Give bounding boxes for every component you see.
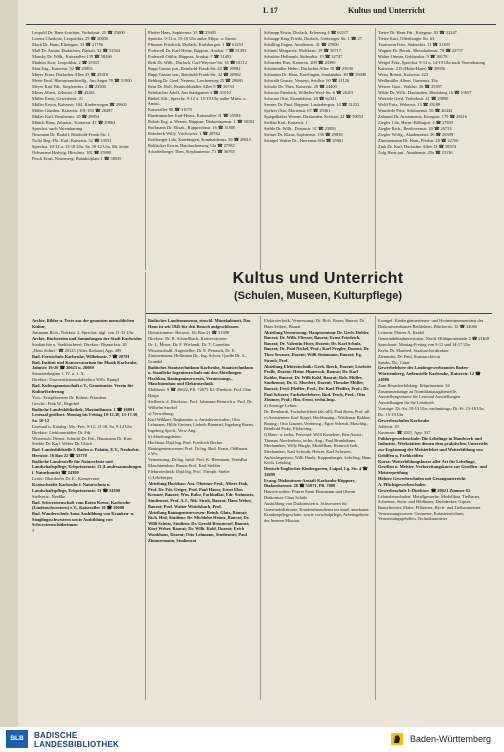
directory-entry: Vermessung: Dr.Ing. habil. Prof. K. Herrmann, VermRat — [148, 457, 247, 463]
blb-line1: BADISCHE — [34, 731, 78, 740]
section-heading — [148, 270, 488, 308]
directory-entry: Gewerbeschule I: Direktor: ☎ 20621 Zimmer 63 — [378, 487, 471, 493]
directory-entry: Krebs Dr. Manfred, Staatsarchivdirektor — [378, 347, 449, 353]
directory-entry: Sprechst. 10-12 u. 15-18 Uhr, Sa. 10-12 Uhr, Mi. keine — [32, 143, 129, 149]
directory-entry: Spiegelhalter Werner, Daxlanden, Kreisstr. 22 ☎ 59053 — [264, 113, 364, 119]
directory-entry: Ziegler Rich., Beethovenstr. 20 ☎ 26733 — [378, 125, 452, 131]
directory-entry: Spelzer Otto, Marienstr. 67 ☎ 29361 — [264, 107, 331, 113]
directory-entry: Ammann Rich., Nokkstr. 2, Sprechst. tägl. von 11-13 Uhr — [32, 329, 134, 335]
bw-lion-icon — [390, 732, 404, 746]
directory-entry: 3 — [32, 528, 35, 534]
directory-entry: Kaiserallee 90 ☎ 31070 — [148, 107, 192, 113]
directory-entry: Ziegler Wolfg., Akademiestr. 26 ☎ 26509 — [378, 131, 454, 137]
blb-name[interactable] — [34, 731, 119, 749]
section-subtitle: (Schulen, Museen, Kulturpflege) — [233, 290, 403, 302]
column-divider — [260, 28, 261, 270]
directory-page — [18, 0, 504, 727]
directory-entry: Schaupp Erwin, Durlach, Erlenweg 4 ☎ 62217 — [264, 30, 349, 35]
directory-entry: Zusammenhänge zu Normblattausgabestelle, Ausstellungsräume für Lesesaal Ausstellungen — [378, 388, 461, 400]
directory-entry: Ziemmler, Dr. Paul, Staatsarchivrat — [378, 353, 441, 359]
directory-entry: Tietze Dr. Hans Fdr., Kriegsstr. 83 ☎ 22247 — [378, 30, 457, 35]
blb-line2: LANDESBIBLIOTHEK — [34, 740, 119, 749]
directory-entry: e) Assistenten: Karl Siegel, Hochbauing.; Waldemar Bokbur, Bauing.; Otto Gauner, Vermessg.; Egon Scheidt, Maschbg.; Reinhold Fiske, Elektroing. — [264, 415, 371, 432]
directory-entry: Bad. Forstschule Karlsruhe, Wilhelmstr. 7 ☎ 20781 — [32, 353, 130, 359]
directory-entry: Weiss Robert, Kaiserstr. 223 — [378, 71, 429, 77]
directory-entry: Sennes Dr. Paul, Rüppurr, Lauterbergstr. 14 ☎ 31252 — [264, 101, 360, 107]
directory-entry: Kasinostr. ☎ 2021, App. 337 — [378, 429, 431, 435]
directory-entry: Schwarz Friedrich, Wilhelm-Weyl-Str. 6 ☎ 26201 — [264, 89, 354, 95]
directory-entry: Riebel Alfr., Sprechz. 9-12 u. 15-19 Uhr außer Mittw. u. Samst. — [148, 95, 247, 107]
directory-entry: Moltkestr. 9 ☎ 26622, Pfl. 72675 Kl.-Direktor: Prof. Otto Haupt — [148, 387, 252, 399]
directory-entry: Geschf.: Fink W., Regisbel — [32, 400, 80, 406]
directory-entry: Gewerbeschulen Karlsruhe — [378, 417, 430, 423]
directory-entry: Karl Wikkert, Regbamtm. u. Anstaltsverwalter; Otto Lehmann; Hilde Greiner, Liebeth Bummel, Ingeborg Baerts, Ingeborg Speck, Verw.Ang. — [148, 416, 255, 433]
directory-entry: Podewell Dr. Karl-Heinz, Rüppurr, Aradstr. 7 ☎ 31493 — [148, 47, 247, 53]
directory-entry: Walter Ottmar, Gebhardstr. 9 ☎ 30178 — [378, 53, 448, 59]
directory-entry: Mall Dr. Armin, Durlachen, Platzstr. 52 ☎ 52564 — [32, 47, 121, 53]
directory-entry: Gemeindebindnerseminar: Nördl. Hildapromenade 2 ☎ 21618 — [378, 335, 490, 341]
page-header — [18, 6, 504, 20]
directory-entry: Podewell Ottilie, Rüppurr, Aradstr. 7 ☎ 31493 — [148, 53, 232, 59]
directory-entry: Müller Karl, Beuthenstr. 10 ☎ 29854 — [32, 113, 100, 119]
directory-entry: Rein Dr. Rolf, Reinholdstädler Allee 9 ☎ 26733 — [148, 83, 235, 89]
directory-entry: Schwalb Gustav, Neureut, Seidlstr. 60 ☎ 41126 — [264, 77, 350, 83]
directory-entry: Archiv, Bilder u. Texte aus der gesamten menschlichen Kultur, — [32, 318, 135, 329]
directory-entry: Vorträge: Di.-Sa. 10-13 Uhr; nachmittags: Di.-Fr. 15-18 Uhr, Do. 15-19 Uhr — [378, 406, 485, 417]
directory-entry: Ausstellungen für die Lehrbuch — [378, 400, 434, 406]
directory-entry: Schaupp-Krug Frieda, Durlach, Grötzinger Str. 1 ☎ 27 — [264, 35, 362, 41]
directory-entry: Werner Gust., Waldstr. 26 ☎ 25387 — [378, 83, 442, 89]
directory-entry: Zolg Hans jun., Amalienstr. 25a ☎ 23136 — [378, 149, 453, 155]
directory-entry: Direktor: Lieblonnstädter Dr. Fdr. — [32, 429, 92, 435]
directory-entry: a) Verwaltung: — [148, 410, 174, 416]
directory-entry: Zum Besucherbildung: Erbprinzenstr. 32 — [378, 382, 450, 388]
directory-entry: Sparks, Dr., Cäsar — [378, 359, 410, 365]
top-column-2 — [148, 30, 256, 270]
column-divider — [260, 316, 261, 700]
directory-entry: Tietze Kurt, Offenburger Str. 63 — [378, 35, 435, 41]
directory-entry: Wolff Fritz, Weberstr. 13 ☎ 28188 — [378, 101, 441, 107]
column-divider — [145, 28, 146, 270]
directory-entry: Bad. Schwesternschaft vom Roten Kreuz, Karlsruhe (Lindenschwestern) e.V., Kaiserallee 10 ☎ 20600 — [32, 499, 131, 511]
directory-entry: Wagner Dr. Bernh., Rheinhafenstr. 78 ☎ 22757 — [378, 47, 463, 53]
directory-entry: Badisches Landesmuseum, einschl. Münzkabinett, Das Haus ist seit 1945 für den Besuch aufgeschlossen — [148, 318, 251, 329]
directory-entry: Bad. Wanderschule Anna Ausbildung von Kranken- u. Säuglingsschwestern sowie Ausbildung von Schwesternschülerinnen — [32, 511, 135, 528]
directory-entry: Wissensch. Dienst: Schmitt Dr. Fdr., Hausmann Dr. Kurt, Strehle Dr. Karl, Weber Dr. Ulrich — [32, 435, 133, 447]
directory-entry: Fühkergewerbeschule: Die Lehrlinge in Handwerk und Industrie, Werkstätten dienen dem praktischen Unterricht zur Ergänzung der Meisterlehre und Weiterbildung von Gehilfen u. Fachkräften — [378, 435, 488, 458]
lower-column-3 — [264, 318, 372, 698]
directory-entry: Schwarz Otto, Eisenlohrstr. 26 ☎ 62341 — [264, 95, 337, 101]
directory-entry: Wunderle Fritz, Schützenstr. 56 ☎ 26443 — [378, 107, 453, 113]
directory-entry: Neumann Dr. Rudolf, Reinhold-Frank-Str. 1 — [32, 131, 110, 137]
directory-entry: Stadtarchiv u. Stadtbücherei, Direktor: Bismarkstr. 26 — [32, 341, 127, 347]
directory-entry: Ziegler Lilo, Herm.-Billingstr. 4 ☎ 27655 — [378, 119, 454, 125]
page-label: L 17 — [263, 6, 278, 15]
directory-entry: Rindenmacher Karl-Heinz, Kaiserallee 31 ☎ 25584 — [148, 113, 241, 119]
directory-entry: Winterle Gerd, Vorholzstr. 41 ☎ 29890 — [378, 95, 449, 101]
directory-entry: Bad. Institut und Konservatorium für Musik Karlsruhe, Jahnstr. 16-20 ☎ 20623 u. 26060 — [32, 359, 138, 371]
directory-entry: Weigel Fritz, Sprechst. 9-12 u. 14-19 Uhr nach Vereinbarung — [378, 59, 485, 65]
top-column-4 — [378, 30, 490, 270]
directory-entry: Noffz Reg.-Dir. Karl, Kaiserstr. 52 ☎ 23531 — [32, 137, 112, 143]
directory-entry: Evangel. Kindergärtnerinnen- und Hortnerinnenseminar des Diakonissenhauses Bethlehem, Blücherstr. 12 ☎ 32066 — [378, 318, 484, 329]
directory-entry: Pfinzner Friedrich, Durlach, Karlsbergstr. 1 ☎ 61453 — [148, 41, 244, 47]
lower-column-4 — [378, 318, 490, 698]
directory-entry: b) Abteilungsleiter: — [148, 433, 183, 439]
directory-entry: Elektrotechnik: Dipl.Ing. Prof. Theoph. Stieler — [148, 469, 230, 475]
directory-entry: Badische Landesbibliothek, Maximilianstr. 1 ☎ 16001 Lesesaal geöffnet: Montag bis Freitag 10-12.30, 15-17.30, Sa. 10-12 — [32, 406, 139, 423]
section-title: Kultus und Unterricht — [232, 270, 404, 287]
directory-entry: Maschinenbau: Baurat Prof. Karl Stoblin — [148, 463, 221, 469]
directory-entry: Mansky Dr. Wilh., Kaiserallee 139 ☎ 58266 — [32, 53, 112, 59]
section-rule — [146, 313, 492, 314]
directory-entry: Badische Landesstelle für Naturschutz und Landschaftspflege, Erbprinzenstr. 13 (Landessammlungen f. Naturkunde) ☎ 24390 — [32, 458, 142, 476]
directory-entry: Mathies Kurt, Leopoldstr. 2 ☎ 25555 — [32, 59, 100, 65]
directory-entry: Schilling Eugen, Amalienstr. 41 ☎ 27000 — [264, 41, 339, 47]
directory-entry: Zink Dr. Karl, Durlacher Allee 13 ☎ 28374 — [378, 143, 457, 149]
column-divider — [375, 28, 376, 270]
directory-entry: Münch Hans, Zehntstr., Kaiserstr. 47 ☎ 29863 — [32, 119, 116, 125]
directory-entry: Leiter: Oberdorfer Dr. E., Konservator — [32, 476, 100, 482]
directory-entry: d) Sonstige Lehrer: — [264, 403, 298, 409]
directory-entry: Matt Eug., Kaiserstr. 52 ☎ 23803 — [32, 65, 93, 71]
directory-entry: Steffan Karl, Kaiserstr. 1 — [264, 119, 308, 125]
directory-entry: Rupp Gustav sen., Reinhold-Frank-Str. 42 ☎ 20982 — [148, 71, 241, 77]
directory-entry: Lehrnebenschulen: Metallgewerbe, Modellbau, Tiefbauer, Schreiner, Stein- und Bildhauer, Dachdecker, Gipser, Bauschreiner, Maler, Pflästerer, Hoch- und Tiefbaumeister — [378, 493, 481, 510]
directory-entry: Mayer Ernst, Durlacher Allee 43 ☎ 29318 — [32, 71, 109, 77]
directory-entry: „Haus Solms“ ☎ 20125 (Altes Rathaus) App. 409 — [32, 347, 122, 353]
directory-entry: Vermessungswesen: Geometer, Katasterzeichner, Vermessungsgehilfen, Technikanwärter — [378, 510, 465, 522]
directory-entry: Pfeifer Hans, Sophienstr. 33 ☎ 25605 — [148, 30, 217, 35]
directory-entry: Wilde Dr. Wilh., Daxlanden, Rheinberg 16 ☎ 51697 — [378, 89, 472, 95]
directory-entry: Trautwein Fritz, Südendstr. 11 ☎ 31383 — [378, 41, 450, 47]
column-divider — [145, 272, 146, 700]
directory-entry: Schneider Else, Kaiserstr. 209 ☎ 24390 — [264, 59, 336, 65]
blb-logo[interactable]: BLB — [6, 730, 28, 748]
directory-entry: Schaffelberger Theo, Stephanienstr. 71 ☎ 36765 — [148, 149, 235, 155]
directory-entry: Rothberger Lilo, Kniebingen, Sonnhaldenstr. 30 ☎ 28615 — [148, 137, 252, 143]
directory-entry: Hochbau: Dipl.Ing. Prof. Friedrich Becker — [148, 439, 223, 445]
directory-entry: Direktor: Dr. R. Schnellbach, Konservatoren: — [148, 335, 228, 341]
column-divider — [375, 316, 376, 700]
directory-entry: Kaiserstr. 215 (Hoke-Haus) ☎ 28936 — [378, 65, 446, 71]
directory-entry: Hausverwalter: Pfarrer Ernst Hausmann und Oberin Diakonisse Clara Schüle — [264, 489, 356, 500]
directory-entry: Rokeh Eug. u. Werner, Rüppurr, Diakonissenstr. 1 ☎ 30182 — [148, 119, 255, 125]
directory-entry: Leiterin: Pfarrer A. Keidel — [378, 329, 425, 335]
directory-entry: Abteilung Vermessung: Hauptseminar Dr. Gerh. Dobler, Baurat; Dr. Wilh. Fliesser, Baurat; Ernst Friedrich, Baurat; Dr. Valentin Fluer, Dozent; Dr. Karl Schulz, Baurat; Dr. Paul Nickel, Prof.; Karl Pregler, Dozent; Dr. Theo Sexauer, Dozent; Willi Steinmann, Baurat; Eg. Straub, Prof. — [264, 329, 370, 363]
directory-entry: Sprechst. nach Vereinbarung — [32, 125, 83, 131]
directory-entry: Adlerstr. 29 — [378, 423, 399, 429]
top-column-1 — [32, 30, 144, 270]
directory-entry: Zahrand Dr. Aristomenis, Kriegsstr. 179 ☎ 28416 — [378, 113, 468, 119]
directory-entry: Roffmann Dr. Elisab., Rupprechtstr. 16 ☎ 31800 — [148, 125, 236, 131]
directory-entry: Weißmüller Albert, Gartenstr. 39a — [378, 77, 438, 83]
directory-entry: Kurse: Weiterbildungskurse aller Art für Lehrlinge, Gesellen u. Meister. Vorbereitungskurse zur Gesellen- und Meisterprüfung — [378, 458, 487, 475]
directory-entry: Vors.: Erstgeborener Dr. Robert, Präsident — [32, 394, 107, 400]
directory-entry: Stempel Walter Dr., Herrenstr. 60a ☎ 25601 — [264, 137, 344, 143]
directory-entry: Schöttmüller Helm., Durlacher Allee 18 ☎ 23938 — [264, 65, 353, 71]
directory-entry: Stellvertr.: Neeßke — [32, 493, 65, 499]
directory-entry: Bad. Kultusgemeinschaft e.V., Gemeinnütz. Verein für Kulturförderung — [32, 383, 134, 394]
directory-entry: Moser Albert, Zehntstr. 4 ☎ 42261 — [32, 89, 95, 95]
directory-entry: Bad. Landesbildstelle f. Baden u. Palatin, E.V., Neuhofstr. Hertzstr. 16 Bau 22 ☎ 35770 — [32, 447, 140, 458]
directory-entry: Rupp Gustav jun., Reinhold-Frank-Str. 42 ☎ 20982 — [148, 65, 241, 71]
directory-entry: Müller Ernst, Gewerbestr. 21 — [32, 95, 84, 101]
directory-entry: Elektrotechnik, Vermessung: Dr. Rich. Bauer, Baurat; Dr. Hans Seibert, Baurat — [264, 318, 365, 329]
directory-entry: Stehle Dr. Wilh., Donaustr. 31 ☎ 23950 — [264, 125, 336, 131]
directory-entry: Schmitt Margarete, Moltkestr. 19 ☎ 30717 — [264, 47, 341, 53]
top-column-3 — [264, 30, 372, 270]
directory-entry: Dr. Bernhardt, Fachoberlehrer (ab.-all); Paul Bonn, Prof.-all — [264, 409, 370, 415]
directory-entry: Steiner Dr. Klaus, Sophienstr. 158 ☎ 29838 — [264, 131, 343, 137]
directory-entry: Ochsmann Hedwig, Hirschstr. 102 ☎ 25900 — [32, 149, 112, 155]
header-rule — [26, 24, 496, 25]
directory-entry: Rohlacker Erwin, Hainbuchenweg 14a ☎ 27582 — [148, 143, 235, 149]
directory-entry: Evang. Diakonissen-Anstalt Karlsruhe-Rüppurr, Diakonissenstr. 28 ☎ 31071, Pfl. 7008 — [264, 477, 356, 489]
directory-entry: Kraisschräfte Karlsruhe f. Naturschutz u. Landschaftspflege, Erbprinzenstr. 13 ☎ 24390 — [32, 482, 121, 493]
directory-entry: A. Pflichtgewerbeschulen — [378, 481, 426, 487]
directory-entry: Deutsch-Englischer Kindergarten, Luipol, Lg. Str. 4 ☎ 32699 — [264, 466, 368, 477]
directory-entry: Reik Dr. Wilh., Durlach, Carl-Weysser-Str. 16 ☎ 61112 — [148, 59, 248, 65]
directory-entry: Rohrbeck Willy, Virchowstr. 1 ☎ 28762 — [148, 131, 221, 137]
directory-entry: Höhere Gewerbeschulen mit Gesangunterricht — [378, 475, 466, 481]
directory-entry: Rehling Dr. Gerd, Neureut, Lerchenweg 25 ☎ 28680 — [148, 77, 243, 83]
directory-entry: Badisches Staatstechnikum Karlsruhe, Staatstechnikum u. Staatliche Ingenieurschule mit den Abteilungen Hochbau, Bauingenieurwesen, Vermessungs., Maschinenbau und Elektrotechnik — [148, 364, 254, 387]
directory-entry: Schramm Dr. Hans, Knielingen, Saarlandstr. 30 ☎ 35040 — [264, 71, 367, 77]
directory-entry: Stellvertr. d. Direktors: Prof. Johannes Heinrich u. Prof. Dr. Wilhelm Strokel — [148, 399, 253, 410]
directory-entry: Semesterbeginn 1. IV. u. 1. X. — [32, 371, 85, 377]
directory-entry: Meyer Karl Fdr., Siegfriedstr. 2 ☎ 23500 — [32, 83, 106, 89]
directory-entry: Archiv, Büchereien und Sammlungen der Stadt Karlsruhe: — [32, 335, 143, 341]
directory-entry: Schulte Dr. Theo, Kaiserstr. 28 ☎ 24400 — [264, 83, 337, 89]
directory-entry: Mach Dr. Hans, Eltzingstr. 33 ☎ 21756 — [32, 41, 103, 47]
lower-column-2 — [148, 318, 256, 698]
directory-entry: Müller Erwin, Kaiserstr. 104, Kinderwagen ☎ 29602 — [32, 101, 127, 107]
directory-entry: Merte Emil, Rheinstrandsiedlg., Am Anger 70 ☎ 51900 — [32, 77, 132, 83]
directory-entry: Reinbacher Adolf, Am Stadtgarten 3 ☎ 31010 — [148, 89, 231, 95]
directory-entry: Wissenschaftl. Angestellte: Dr. E. Petrasch, Dr. E. Zimmermann, Hoffmann Dr., Ing. Schott, Quelle Dr. A., Grundel — [148, 347, 247, 364]
directory-entry: Direktor: Universitätsmusikdirektor Wilh. Rumpf — [32, 377, 120, 383]
directory-entry: c) Lehrkörper: — [148, 475, 174, 481]
directory-entry: Abteilung Elektrotechnik: Gerh. Beeck, Dozent; Liselotte Prolle, Dozent; Heinr. Hintersch, Baurat; Dr. Karl Kohler, Baurat; Dr. Willi Kohl, Baurat; Rob. Müller, Studienrat; Dr. G. Mordert, Dozent; Theodor Müller, Baurat; Fred. Pfeiffer, Prof.; Dr. Karl Pfeiffer, Prof.; Dr. Paul Schorer, Fachoberlehrer; Rud. Tesch, Prof.; Otto Zimmer, Prof.; Hm. Ernst, techn.Insp. — [264, 363, 372, 403]
directory-entry: Abteilung Hochbau: Ant. Oheimer Prof., Albert Fink, Prof. Dr. Fdr. Geiger, Prof. Paul Hauer, Ernst Ebes Kramer, Baurat; Wm. Rabo, FachbaRat, Fdr. Steinmetz, Studienrat, Prof. A.J., Nik. Strub, Baurat; Hans Weber, Baurat; Prof. Walter Wittelsbach, Prof. — [148, 481, 255, 509]
lower-column-1 — [32, 318, 144, 678]
directory-entry: Zimmermann Dr. Hans, Pfeilstr. 28 ☎ 22760 — [378, 137, 459, 143]
directory-entry: Gewerbelehrer des Landesgewerbeamtes Baden-Württemberg, Außenstelle Karlsruhe, Kaiserstr. 12 ☎ 24980 — [378, 365, 481, 382]
header-title: Kultus und Unterricht — [348, 6, 425, 15]
directory-entry: Sprechz. 9-12 u. 15-18 Uhr außer Mittw. u. Samst. — [148, 35, 237, 41]
directory-entry: Abteilung Bauingenieurwesen: Reinh. Glatz, Baurat; Rich. Heil, Studienr. Dr. Michlolse Heintz, Baurat; Dr. Willi Schütz, Studienr. Dr. Gerold Brennessel, Baurat; Kurt Weber, Baurat; Dr. Wilh. Kohl, Dozent; Erich Wankhaus, Dozent; Otto Lehmann, Studienrat; Paul Zimmermann, Studienrat — [148, 509, 250, 543]
directory-entry: Bauingenieurwesen: Prof. Dr.Ing. Rud. Kraus, ObBaurat z.Wv. — [148, 445, 248, 457]
directory-entry: f) Haus- u. techn. Personal: Willi Kastelner, Betr.Assist.; Thomas Aberlenbein, techn. Ang.; Paul Brunhübner, Mechaniker; Willy Bürgle, Modellbau; Heinrich Iselt, Mechaniker; Karl Schwab, Heizer; Karl Scheurer, Aufsichtsperson; Willi Hardy, Kappenberger, Lehrling; Hans Koch, Lehrling — [264, 432, 371, 466]
directory-entry: Lorenz Charlotte, Leopoldstr. 25 ☎ 20606 — [32, 35, 109, 41]
footer-bar — [0, 727, 504, 752]
directory-entry: Dr. L. Moser, Dr. F. Wielandt, Dr. T. Cornelius — [148, 341, 230, 347]
directory-entry: Sprechzeit: Montag-Freitag von 9-12 und 14-17 Uhr — [378, 341, 471, 347]
directory-entry: Schröder Hellmuth, Südendstr. 19 ☎ 32747 — [264, 53, 343, 59]
directory-entry: Müller Günther, Kaiserstr. 101-103 ☎ 28487 — [32, 107, 113, 113]
directory-entry: Ausbildung von Diakonissen u. Schwestern für Gemeindediakonie, Krankenhausdienst im staatl. anerkannt. Krankenpflegeschule, sowie vorschulpflege; Arbeitsgebiete der Inneren Mission — [264, 500, 370, 523]
directory-entry: Dienstzimmer: Hertzstr. 16, Bau 21 ☎ 31398 — [148, 329, 230, 335]
directory-entry: Pesch Ernst, Neuenweg, Bahnhofplatz 1 ☎ 38035 — [32, 155, 122, 161]
directory-entry: Leopold Dr. Hans-Joachim, Vorholzstr. 25 ☎ 25000 — [32, 30, 125, 35]
directory-entry: Lesesaal u. Katalog: Mo.-Frei. 9-12, 15-18, Sa. 9-12 Uhr — [32, 423, 132, 429]
bw-name[interactable]: Baden-Württemberg — [410, 734, 492, 744]
